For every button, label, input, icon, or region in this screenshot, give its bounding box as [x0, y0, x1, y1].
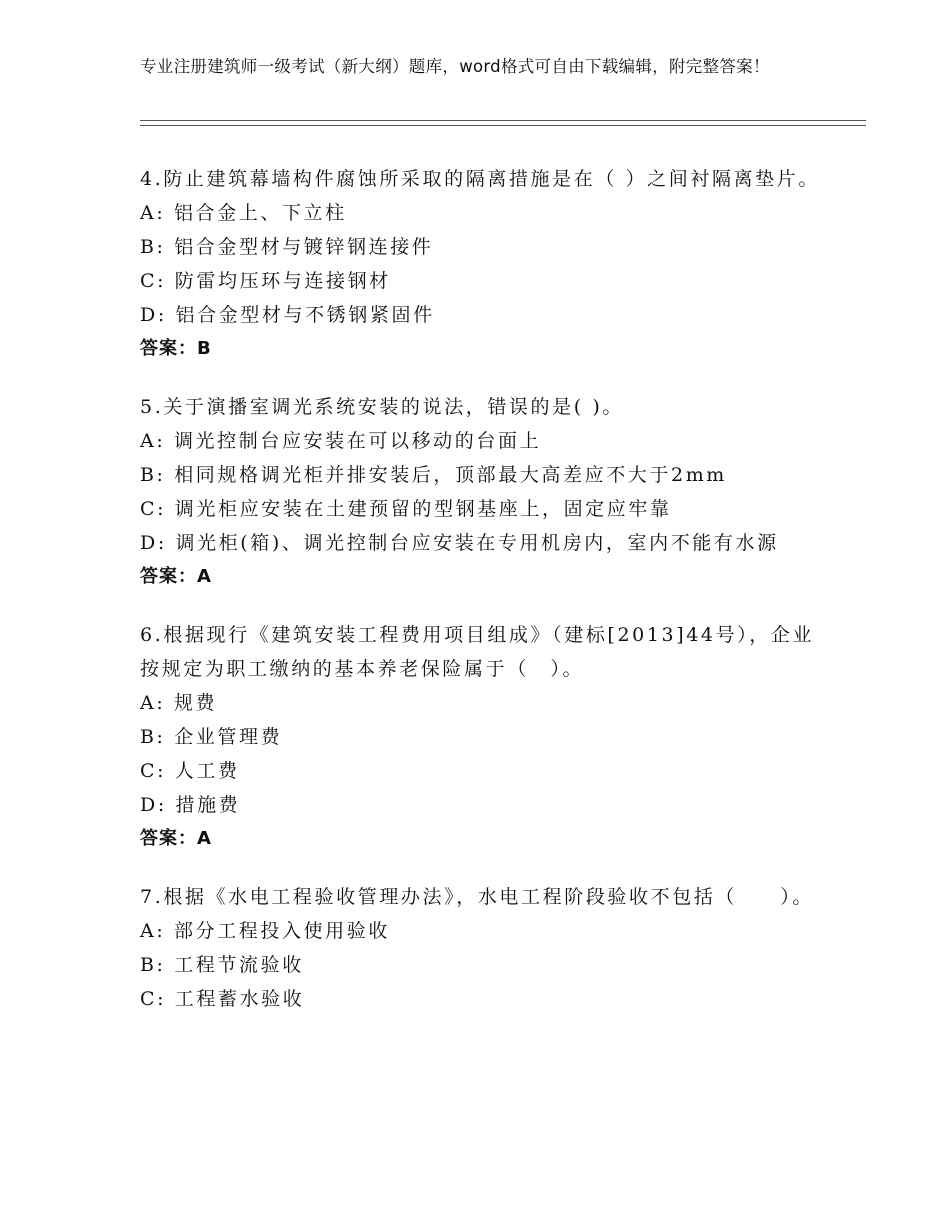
option-a: A: 调光控制台应安装在可以移动的台面上: [140, 430, 542, 452]
question-7: [140, 880, 820, 1016]
question-stem: 7.根据《水电工程验收管理办法》，水电工程阶段验收不包括（ ）。: [140, 886, 814, 908]
option-d: D: 调光柜(箱)、调光控制台应安装在专用机房内，室内不能有水源: [140, 532, 779, 554]
answer-label: 答案：A: [140, 566, 212, 587]
option-c: C: 调光柜应安装在土建预留的型钢基座上，固定应牢靠: [140, 498, 672, 520]
question-5: [140, 390, 820, 594]
answer-label: 答案：A: [140, 828, 212, 849]
option-a: A: 部分工程投入使用验收: [140, 920, 390, 942]
question-stem: 5.关于演播室调光系统安装的说法，错误的是( )。: [140, 396, 624, 418]
question-stem: 6.根据现行《建筑安装工程费用项目组成》（建标[2013]44号），企业按规定为职工缴纳的基本养老保险属于（ ）。: [140, 624, 815, 680]
option-d: D: 措施费: [140, 794, 241, 816]
option-c: C: 防雷均压环与连接钢材: [140, 270, 391, 292]
option-c: C: 人工费: [140, 760, 240, 782]
question-4: [140, 162, 820, 366]
option-b: B: 相同规格调光柜并排安装后，顶部最大高差应不大于2mm: [140, 464, 727, 486]
option-a: A: 铝合金上、下立柱: [140, 202, 347, 224]
option-b: B: 企业管理费: [140, 726, 283, 748]
answer-label: 答案：B: [140, 338, 212, 359]
question-stem: 4.防止建筑幕墙构件腐蚀所采取的隔离措施是在（ ）之间衬隔离垫片。: [140, 168, 820, 190]
header-divider: [140, 120, 866, 126]
option-c: C: 工程蓄水验收: [140, 988, 305, 1010]
option-b: B: 工程节流验收: [140, 954, 304, 976]
option-d: D: 铝合金型材与不锈钢紧固件: [140, 304, 435, 326]
option-b: B: 铝合金型材与镀锌钢连接件: [140, 236, 434, 258]
question-list: [140, 162, 820, 1040]
question-6: [140, 618, 820, 856]
document-header: 专业注册建筑师一级考试（新大纲）题库，word格式可自由下载编辑，附完整答案！: [140, 57, 770, 76]
option-a: A: 规费: [140, 692, 218, 714]
